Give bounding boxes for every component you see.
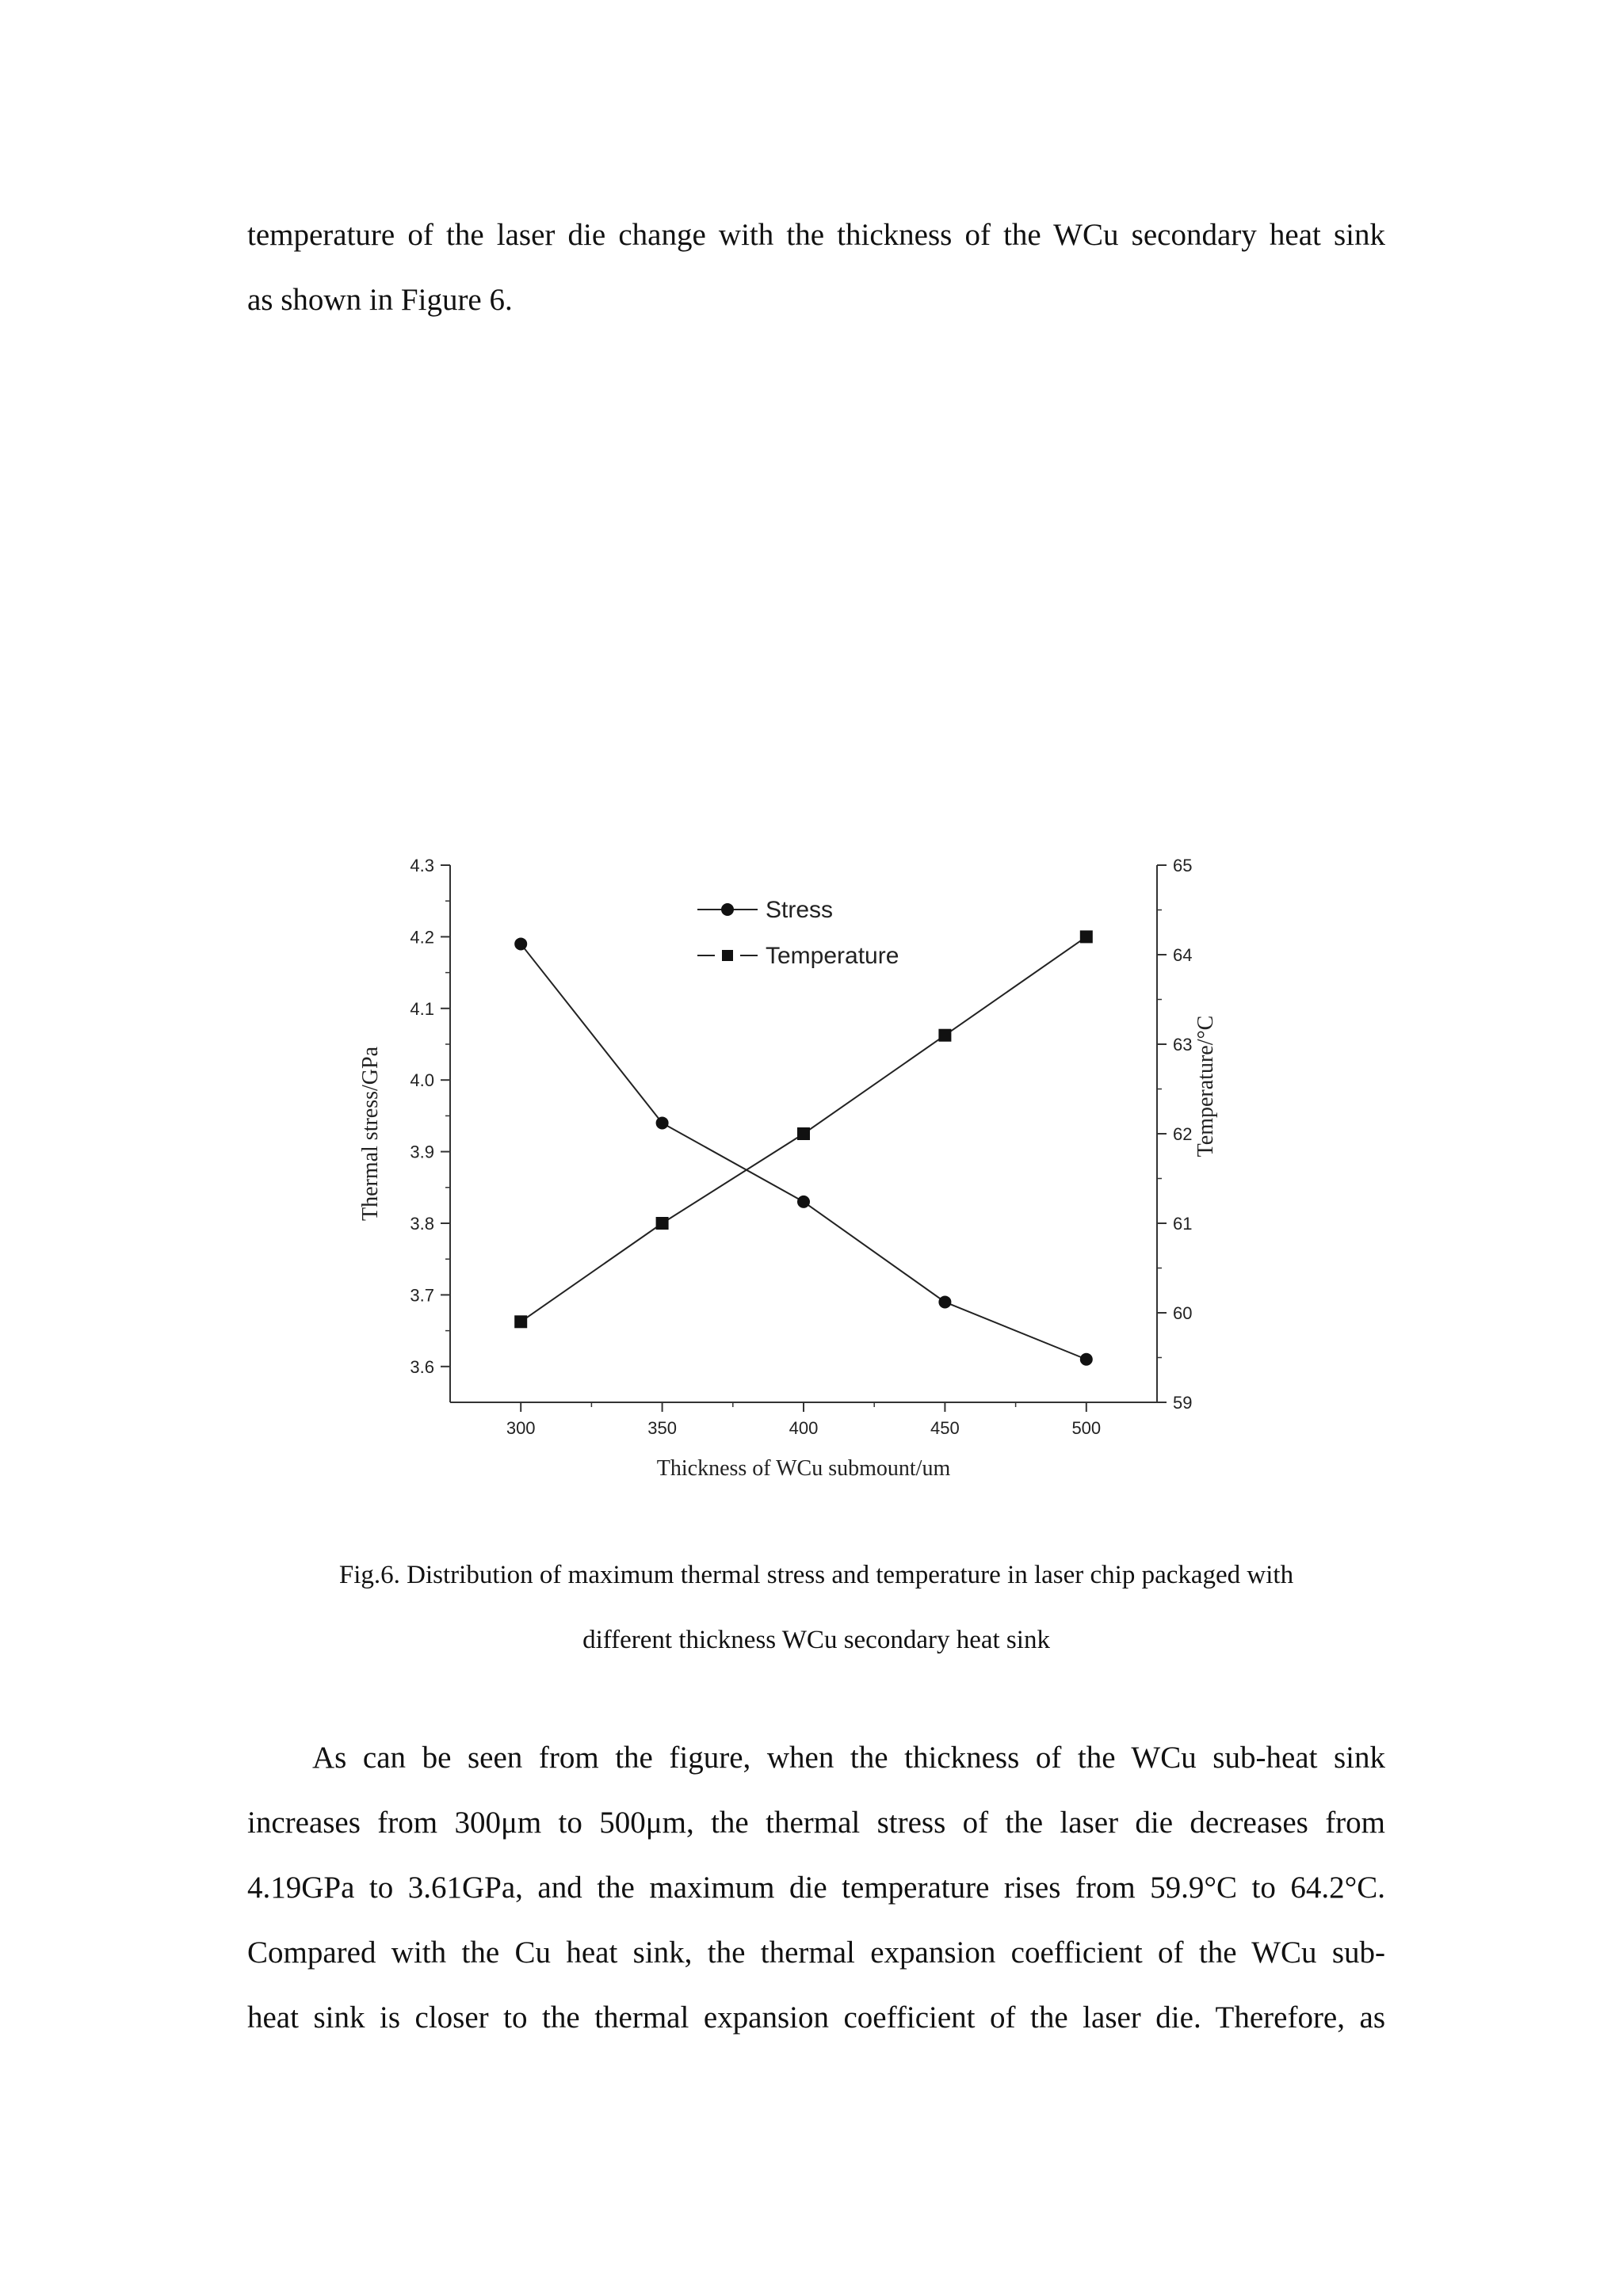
- left-tick-label: 4.3: [410, 856, 434, 875]
- chart: [333, 840, 1252, 1521]
- data-point-temperature: [656, 1217, 669, 1230]
- figure-caption-line-2: different thickness WCu secondary heat sink: [582, 1626, 1050, 1654]
- legend-label: Temperature: [766, 943, 899, 969]
- x-tick-label: 500: [1071, 1418, 1102, 1438]
- paragraph-line: as shown in Figure 6.: [247, 283, 513, 317]
- y-axis-left-title: Thermal stress/GPa: [358, 1046, 383, 1222]
- x-axis-title: Thickness of WCu submount/um: [656, 1456, 951, 1481]
- right-tick-label: 63: [1173, 1035, 1193, 1055]
- data-point-stress: [514, 937, 527, 950]
- x-tick-label: 400: [789, 1418, 819, 1438]
- right-tick-label: 60: [1173, 1303, 1193, 1323]
- data-point-temperature: [1080, 930, 1093, 943]
- figure-caption-line-1: Fig.6. Distribution of maximum thermal stress and temperature in laser chip packaged with: [338, 1561, 1294, 1589]
- left-tick-label: 4.0: [410, 1070, 434, 1091]
- legend-marker-circle: [721, 903, 734, 916]
- legend-label: Stress: [766, 897, 834, 923]
- paragraph-line: Compared with the Cu heat sink, the thermal expansion coefficient of the WCu sub-: [247, 1936, 1385, 1970]
- x-tick-label: 350: [647, 1418, 677, 1438]
- legend-marker-square: [722, 950, 733, 961]
- left-tick-label: 3.8: [410, 1214, 434, 1234]
- paragraph-line: temperature of the laser die change with the thickness of the WCu secondary heat sink: [247, 218, 1385, 252]
- y-axis-right-title: Temperature/°C: [1193, 1015, 1218, 1158]
- data-point-temperature: [938, 1029, 951, 1042]
- right-tick-label: 59: [1173, 1393, 1193, 1413]
- left-tick-label: 3.6: [410, 1356, 434, 1377]
- right-tick-label: 61: [1173, 1214, 1193, 1234]
- data-point-stress: [1080, 1353, 1093, 1366]
- data-point-stress: [656, 1116, 669, 1129]
- paragraph-bottom: [247, 1726, 1385, 2050]
- data-point-stress: [938, 1295, 951, 1308]
- series-line-stress: [521, 944, 1086, 1359]
- paragraph-line: 4.19GPa to 3.61GPa, and the maximum die temperature rises from 59.9°C to 64.2°C.: [247, 1871, 1385, 1905]
- data-point-temperature: [514, 1315, 527, 1328]
- left-tick-label: 3.9: [410, 1142, 434, 1162]
- paragraph-line: increases from 300μm to 500μm, the thermal stress of the laser die decreases from: [247, 1806, 1385, 1840]
- x-tick-label: 300: [506, 1418, 536, 1438]
- figure-6: [333, 840, 1252, 1521]
- data-point-stress: [797, 1196, 810, 1208]
- paragraph-line: heat sink is closer to the thermal expansion coefficient of the laser die. Therefore, as: [247, 2000, 1385, 2035]
- left-tick-label: 4.2: [410, 927, 434, 948]
- right-tick-label: 64: [1173, 945, 1193, 965]
- paragraph-top: [247, 203, 1385, 333]
- paragraph-line: As can be seen from the figure, when the thickness of the WCu sub-heat sink: [312, 1741, 1385, 1775]
- x-tick-label: 450: [930, 1418, 960, 1438]
- data-point-temperature: [797, 1127, 810, 1140]
- left-tick-label: 4.1: [410, 998, 434, 1019]
- right-tick-label: 65: [1173, 856, 1193, 875]
- left-tick-label: 3.7: [410, 1285, 434, 1306]
- right-tick-label: 62: [1173, 1124, 1193, 1144]
